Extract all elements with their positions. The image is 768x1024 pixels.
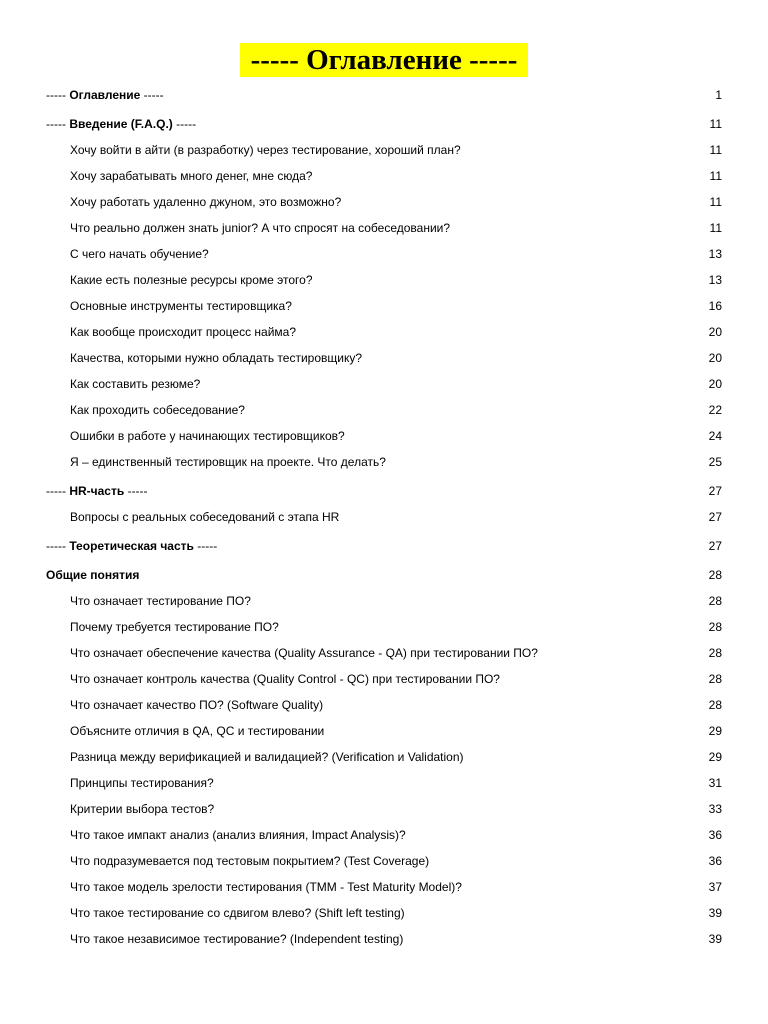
toc-page-number: 25: [708, 455, 722, 469]
toc-entry-prefix: -----: [46, 117, 70, 131]
toc-page-number: 13: [708, 247, 722, 261]
toc-page-number: 20: [708, 377, 722, 391]
toc-page-number: 36: [708, 828, 722, 842]
toc-page-number: 29: [708, 724, 722, 738]
toc-entry-suffix: -----: [193, 539, 218, 553]
toc-entry-label[interactable]: Что означает обеспечение качества (Quality Assurance - QA) при тестировании ПО?: [70, 646, 538, 660]
toc-entry-label[interactable]: Почему требуется тестирование ПО?: [70, 620, 279, 634]
toc-entry-label[interactable]: Критерии выбора тестов?: [70, 802, 215, 816]
toc-page-number: 27: [708, 484, 722, 498]
toc-entry-label[interactable]: Разница между верификацией и валидацией? (Verification и Validation): [70, 750, 464, 764]
toc-entry-title: Оглавление: [69, 88, 141, 102]
toc-entry-label[interactable]: [46, 111, 196, 137]
toc-page-number: 11: [709, 117, 722, 131]
toc-entry-label[interactable]: С чего начать обучение?: [70, 247, 209, 261]
toc-page-number: 22: [708, 403, 722, 417]
toc-entry-title: Теоретическая часть: [69, 539, 194, 553]
toc-page-number: 11: [709, 143, 722, 157]
toc-entry-label[interactable]: Какие есть полезные ресурсы кроме этого?: [70, 273, 313, 287]
toc-entry-prefix: -----: [46, 484, 70, 498]
toc-entry-prefix: -----: [46, 88, 70, 102]
toc-entry-suffix: -----: [124, 484, 148, 498]
toc-entry[interactable]: [46, 449, 722, 475]
toc-entry-label[interactable]: Как вообще происходит процесс найма?: [70, 325, 297, 339]
toc-page-number: 11: [709, 221, 722, 235]
toc-page-number: 28: [708, 620, 722, 634]
toc-page-number: 28: [708, 594, 722, 608]
toc-page-number: 27: [708, 539, 722, 553]
toc-entry-title: Введение (F.A.Q.): [69, 117, 173, 131]
toc-entry-label[interactable]: Что означает качество ПО? (Software Quality): [70, 698, 324, 712]
toc-entry[interactable]: [46, 744, 722, 770]
toc-entry-label[interactable]: Объясните отличия в QA, QC и тестировании: [70, 724, 325, 738]
toc-entry[interactable]: [46, 822, 722, 848]
toc-page-number: 13: [708, 273, 722, 287]
toc-entry[interactable]: [46, 926, 722, 952]
toc-page-number: 20: [708, 325, 722, 339]
toc-entry[interactable]: [46, 614, 722, 640]
toc-entry[interactable]: [46, 692, 722, 718]
toc-entry[interactable]: [46, 770, 722, 796]
toc-entry[interactable]: [46, 215, 722, 241]
toc-entry-label[interactable]: Что означает тестирование ПО?: [70, 594, 251, 608]
toc-entry-label[interactable]: Что такое модель зрелости тестирования (TMM - Test Maturity Model)?: [70, 880, 462, 894]
toc-page-number: 16: [708, 299, 722, 313]
toc-entry-label[interactable]: Основные инструменты тестировщика?: [70, 299, 292, 313]
toc-page-number: 39: [708, 932, 722, 946]
toc-entry-label[interactable]: Принципы тестирования?: [70, 776, 214, 790]
toc-entry-label[interactable]: Как проходить собеседование?: [70, 403, 245, 417]
toc-page-number: 24: [708, 429, 722, 443]
toc-page-number: 27: [708, 510, 722, 524]
toc-page-number: 31: [708, 776, 722, 790]
toc-page-number: 1: [715, 88, 722, 102]
toc-entry-suffix: -----: [172, 117, 197, 131]
toc-entry-label[interactable]: Что такое импакт анализ (анализ влияния, Impact Analysis)?: [70, 828, 406, 842]
toc-entry[interactable]: [46, 293, 722, 319]
toc-entry[interactable]: [46, 588, 722, 614]
toc-entry[interactable]: [46, 397, 722, 423]
toc-section-entry[interactable]: [46, 562, 722, 588]
toc-entry-label[interactable]: Качества, которыми нужно обладать тестировщику?: [70, 351, 363, 365]
toc-entry-suffix: -----: [140, 88, 164, 102]
toc-entry[interactable]: [46, 718, 722, 744]
toc-entry-label[interactable]: Что реально должен знать junior? А что спросят на собеседовании?: [70, 221, 451, 235]
toc-entry-prefix: -----: [46, 539, 70, 553]
toc-entry[interactable]: [46, 874, 722, 900]
toc-entry-label[interactable]: Я – единственный тестировщик на проекте. Что делать?: [70, 455, 386, 469]
toc-entry[interactable]: [46, 137, 722, 163]
toc-entry[interactable]: [46, 241, 722, 267]
toc-entry[interactable]: [46, 900, 722, 926]
toc-page-number: 11: [709, 169, 722, 183]
toc-entry-label[interactable]: [46, 478, 148, 504]
toc-entry[interactable]: [46, 796, 722, 822]
toc-entry[interactable]: [46, 848, 722, 874]
toc-page-number: 36: [708, 854, 722, 868]
toc-entry[interactable]: [46, 189, 722, 215]
toc-entry-label[interactable]: [46, 82, 164, 108]
toc-entry[interactable]: [46, 163, 722, 189]
toc-page-number: 28: [708, 672, 722, 686]
toc-entry[interactable]: [46, 267, 722, 293]
toc-page-number: 33: [708, 802, 722, 816]
toc-entry-label[interactable]: [46, 533, 217, 559]
toc-entry-label[interactable]: Что означает контроль качества (Quality Control - QC) при тестировании ПО?: [70, 672, 500, 686]
toc-page-number: 28: [708, 698, 722, 712]
toc-entry-title: Общие понятия: [46, 568, 140, 582]
toc-entry[interactable]: [46, 423, 722, 449]
toc-section-entry[interactable]: [46, 111, 722, 137]
toc-entry-label[interactable]: Что такое независимое тестирование? (Independent testing): [70, 932, 404, 946]
document-title: ----- Оглавление -----: [240, 43, 529, 77]
toc-entry-label[interactable]: Хочу зарабатывать много денег, мне сюда?: [70, 169, 313, 183]
toc-entry[interactable]: [46, 640, 722, 666]
toc-entry[interactable]: [46, 371, 722, 397]
toc-page-number: 37: [708, 880, 722, 894]
toc-page-number: 28: [708, 568, 722, 582]
toc-page-number: 39: [708, 906, 722, 920]
toc-entry[interactable]: [46, 504, 722, 530]
toc-entry[interactable]: [46, 666, 722, 692]
toc-entry-label[interactable]: Что подразумевается под тестовым покрытием? (Test Coverage): [70, 854, 430, 868]
toc-entry-label[interactable]: Хочу войти в айти (в разработку) через тестирование, хороший план?: [70, 143, 461, 157]
toc-entry-label[interactable]: [46, 562, 139, 588]
toc-page-number: 20: [708, 351, 722, 365]
toc-page-number: 11: [709, 195, 722, 209]
toc-section-entry[interactable]: [46, 478, 722, 504]
toc-entry-label[interactable]: Что такое тестирование со сдвигом влево? (Shift left testing): [70, 906, 405, 920]
toc-entry-title: HR-часть: [69, 484, 125, 498]
table-of-contents: [46, 82, 722, 952]
toc-section-entry[interactable]: [46, 533, 722, 559]
toc-page-number: 29: [708, 750, 722, 764]
toc-page-number: 28: [708, 646, 722, 660]
title-container: [0, 43, 768, 77]
toc-entry-label[interactable]: Как составить резюме?: [70, 377, 201, 391]
toc-entry-label[interactable]: Вопросы с реальных собеседований с этапа HR: [70, 510, 340, 524]
toc-entry-label[interactable]: Хочу работать удаленно джуном, это возможно?: [70, 195, 342, 209]
toc-section-entry[interactable]: [46, 82, 722, 108]
toc-entry[interactable]: [46, 345, 722, 371]
toc-entry[interactable]: [46, 319, 722, 345]
toc-entry-label[interactable]: Ошибки в работе у начинающих тестировщиков?: [70, 429, 345, 443]
